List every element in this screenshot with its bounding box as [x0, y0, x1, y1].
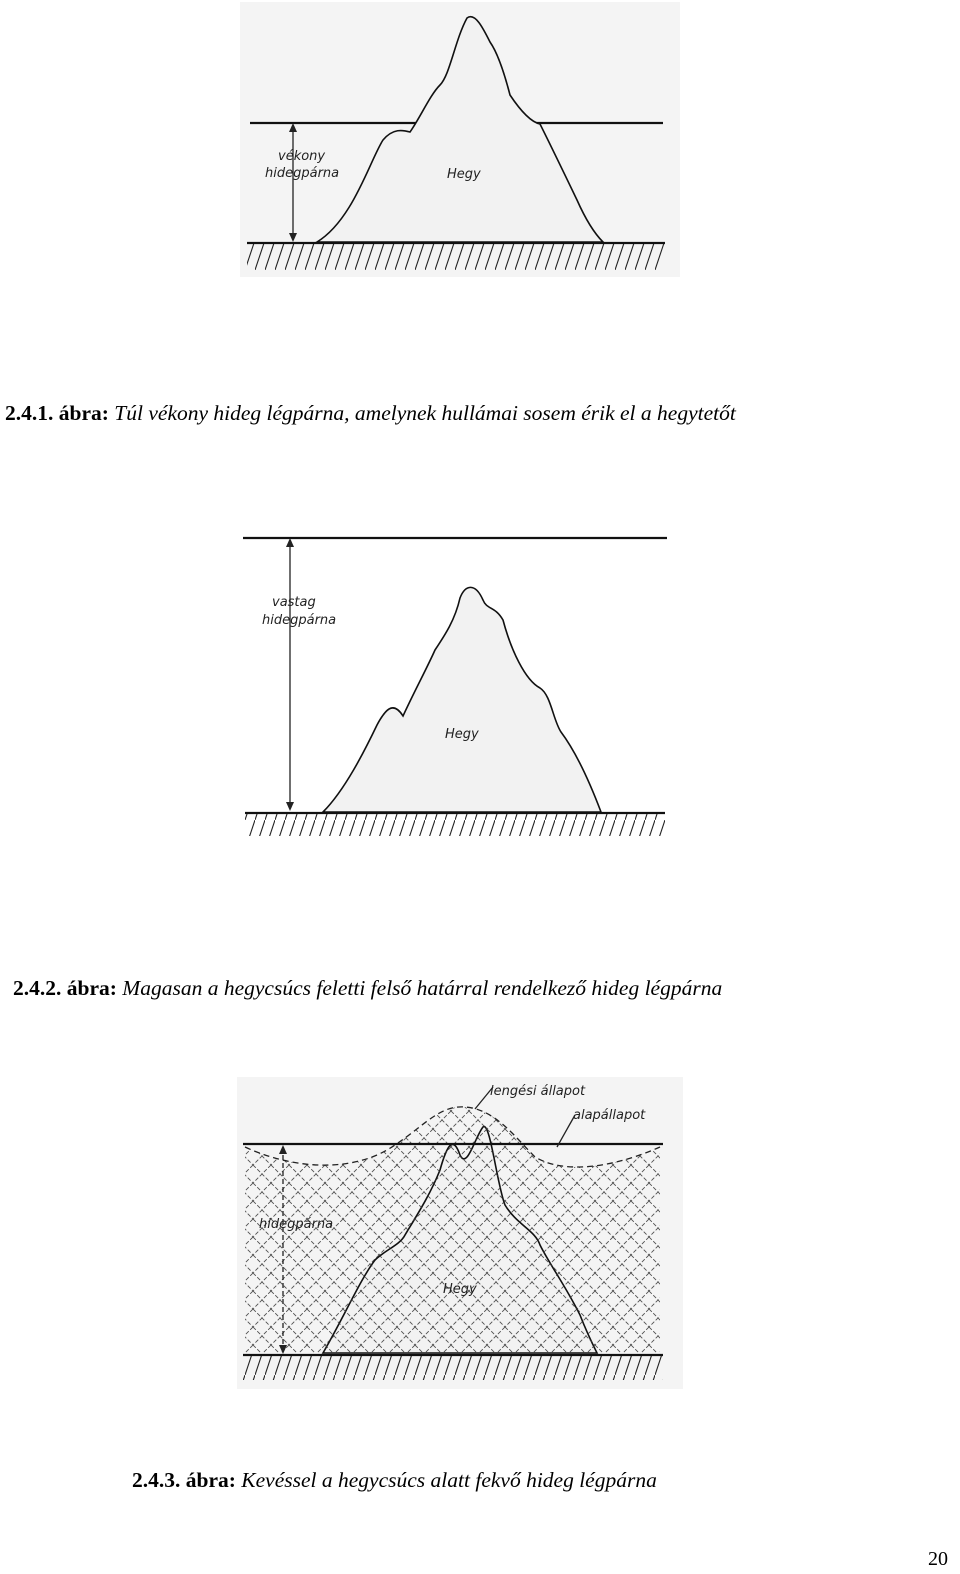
ground-hatching	[243, 1356, 663, 1380]
figure-2-caption	[13, 978, 722, 1000]
excited-state-label: lengési állapot	[490, 1084, 586, 1099]
figure-1-caption	[5, 403, 736, 425]
ground-hatching	[245, 814, 665, 836]
ground-hatching	[247, 244, 665, 270]
figure-1-number: 2.4.1. ábra:	[5, 401, 109, 425]
page-number: 20	[928, 1548, 948, 1570]
figure-3-diagram	[235, 1075, 685, 1395]
figure-2-number: 2.4.2. ábra:	[13, 976, 117, 1000]
mountain-label: Hegy	[443, 1282, 477, 1297]
ground-state-label: alapállapot	[573, 1108, 646, 1123]
figure-2-caption-text: Magasan a hegycsúcs feletti felső határral rendelkező hideg légpárna	[122, 976, 723, 1000]
thickness-label-1: vékony	[278, 149, 326, 164]
figure-2-diagram	[235, 520, 685, 840]
figure-1-caption-text: Túl vékony hideg légpárna, amelynek hullámai sosem érik el a hegytetőt	[114, 401, 736, 425]
figure-3-caption-text: Kevéssel a hegycsúcs alatt fekvő hideg légpárna	[241, 1468, 657, 1492]
mountain-label: Hegy	[447, 167, 481, 182]
figure-3-number: 2.4.3. ábra:	[132, 1468, 236, 1492]
thickness-label-2: hidegpárna	[265, 166, 340, 181]
thickness-label-1: vastag	[272, 595, 316, 610]
thickness-label-2: hidegpárna	[262, 613, 337, 628]
mountain-label: Hegy	[445, 727, 479, 742]
figure-1-diagram	[235, 0, 685, 280]
mountain-outline	[323, 587, 601, 812]
figure-3-caption	[132, 1470, 657, 1492]
thickness-label: hidegpárna	[259, 1217, 334, 1232]
